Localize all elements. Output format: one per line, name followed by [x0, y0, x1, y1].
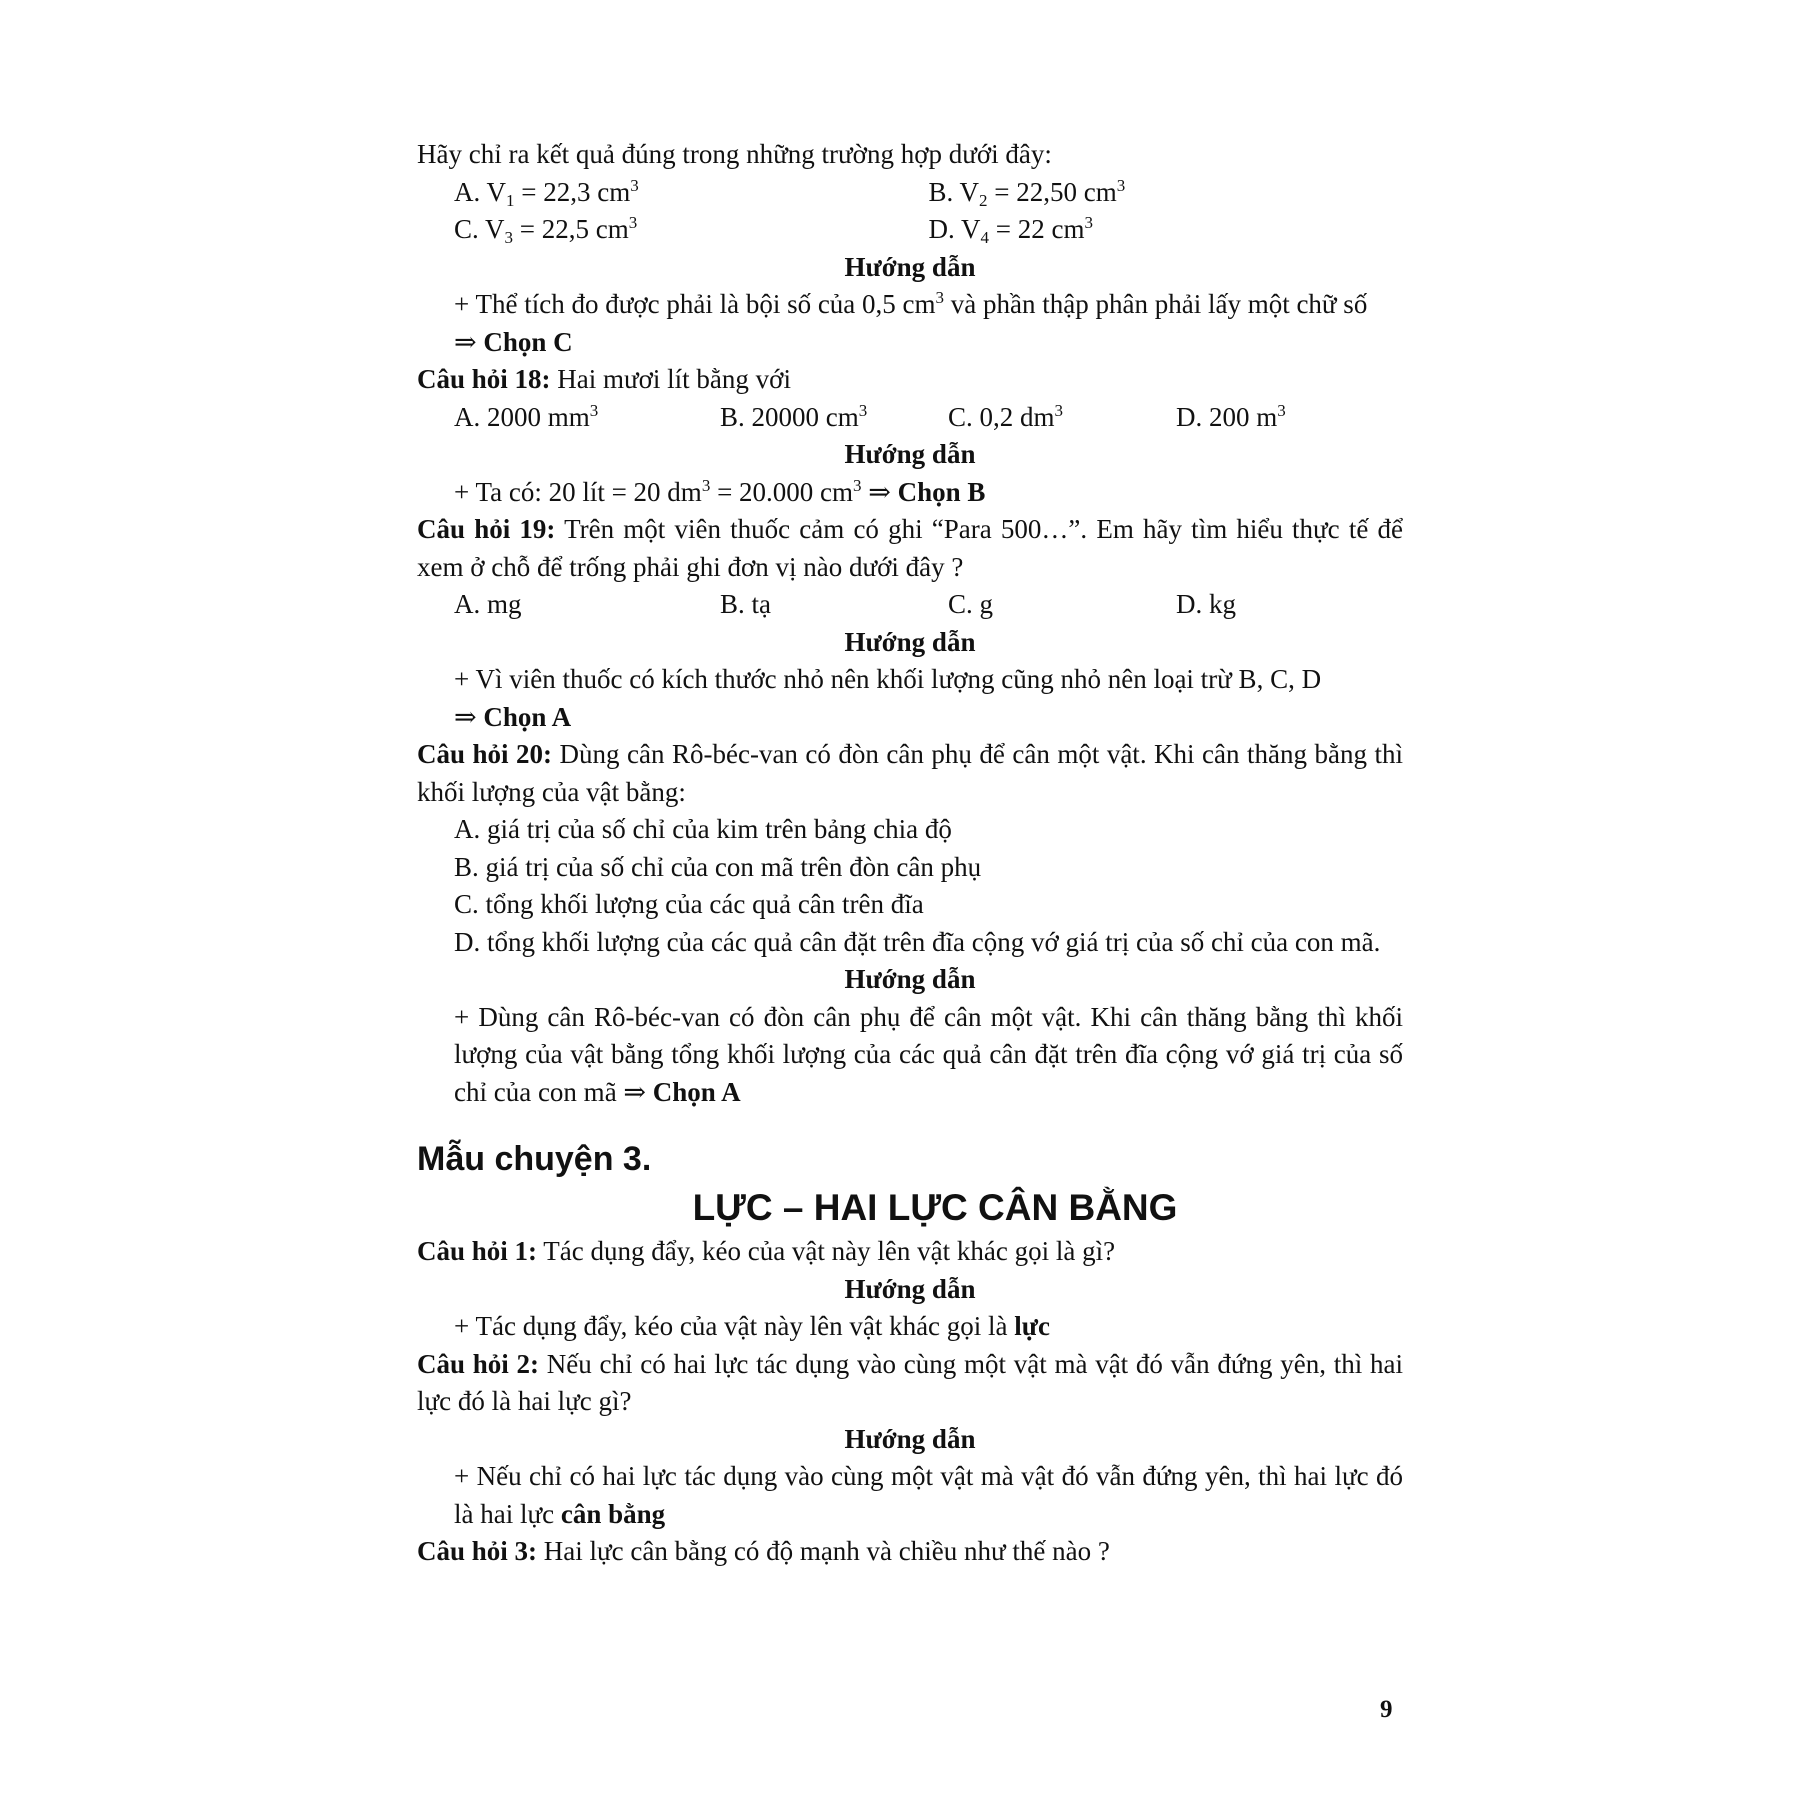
option-a: A. giá trị của số chỉ của kim trên bảng chia độ [454, 814, 952, 844]
option-a: A. $V_1 = 22,3$ $cm^3$ [454, 175, 639, 210]
option-c: C. $V_3 = 22,5$ $cm^3$ [454, 213, 638, 247]
guide-heading: Hướng dẫn [844, 1423, 976, 1454]
option-d: D. tổng khối lượng của các quả cân đặt trên đĩa cộng vớ giá trị của số chỉ của con mã. [454, 926, 1381, 957]
page-number: 9 [1380, 1696, 1393, 1723]
answer-line: ⇒ Chọn C [454, 326, 573, 357]
option-a: A. mg [454, 589, 522, 619]
question-3: Câu hỏi 3: Hai lực cân bằng có độ mạnh và chiều như thế nào ? [417, 1536, 1110, 1566]
options-row [417, 586, 1403, 624]
options-row [417, 399, 1403, 437]
guide-heading: Hướng dẫn [844, 251, 976, 282]
option-d: D. $V_4 = 22$ $cm^3$ [928, 213, 1093, 247]
option-d: D. kg [1176, 589, 1236, 619]
guide-text: + Ta có: 20 lít = 20 $dm^3 = 20.000$ $cm^3$ ⇒ Chọn B [454, 475, 986, 507]
guide-text: + Vì viên thuốc có kích thước nhỏ nên khối lượng cũng nhỏ nên loại trừ B, C, D [454, 664, 1322, 694]
options-row [417, 174, 1403, 212]
question-18: Câu hỏi 18: Hai mươi lít bằng với [417, 364, 791, 394]
guide-heading: Hướng dẫn [844, 439, 976, 469]
answer-line: ⇒ Chọn A [454, 701, 572, 732]
options-row [417, 211, 1403, 249]
option-c: C. tổng khối lượng của các quả cân trên đĩa [454, 889, 924, 919]
option-c: C. g [948, 589, 994, 619]
question-20: Câu hỏi 20: Dùng cân Rô-béc-van có đòn cân phụ để cân một vật. Khi cân thăng bằng thì khối lượng của vật bằng: [417, 739, 1403, 807]
guide-text: + Thể tích đo được phải là bội số của 0,5 $cm^3$ và phần thập phân phải lấy một chữ số [454, 288, 1368, 319]
guide-heading: Hướng dẫn [844, 1273, 976, 1304]
option-b: B. giá trị của số chỉ của con mã trên đòn cân phụ [454, 851, 982, 882]
option-c: C. 0,2 $dm^3$ [948, 400, 1064, 432]
option-b: B. 20000 $cm^3$ [720, 400, 868, 432]
guide-heading: Hướng dẫn [844, 964, 976, 994]
question-19: Câu hỏi 19: Trên một viên thuốc cảm có ghi “Para 500…”. Em hãy tìm hiểu thực tế để xem ở chỗ để trống phải ghi đơn vị nào dưới đây ? [417, 514, 1403, 582]
guide-heading: Hướng dẫn [844, 626, 976, 657]
option-d: D. 200 $m^3$ [1176, 400, 1286, 432]
option-b: B. $V_2 = 22,50$ $cm^3$ [928, 175, 1126, 210]
question-1: Câu hỏi 1: Tác dụng đẩy, kéo của vật này lên vật khác gọi là gì? [417, 1236, 1116, 1266]
option-a: A. 2000 $mm^3$ [454, 400, 599, 432]
question-2: Câu hỏi 2: Nếu chỉ có hai lực tác dụng vào cùng một vật mà vật đó vẫn đứng yên, thì hai lực đó là hai lực gì? [417, 1348, 1404, 1416]
guide-text: + Tác dụng đẩy, kéo của vật này lên vật khác gọi là lực [454, 1311, 1050, 1341]
page-content [417, 136, 1403, 1571]
guide-text: + Nếu chỉ có hai lực tác dụng vào cùng một vật mà vật đó vẫn đứng yên, thì hai lực đó là hai lực cân bằng [454, 1461, 1403, 1529]
option-b: B. tạ [720, 589, 771, 619]
question-prompt: Hãy chỉ ra kết quả đúng trong những trường hợp dưới đây: [417, 139, 1052, 169]
section-heading: Mẫu chuyện 3. [417, 1140, 652, 1178]
section-title: LỰC – HAI LỰC CÂN BẰNG [692, 1187, 1178, 1228]
guide-text: + Dùng cân Rô-béc-van có đòn cân phụ để cân một vật. Khi cân thăng bằng thì khối lượng của vật bằng tổng khối lượng của các quả cân đặt trên đĩa cộng vớ giá trị của số chỉ của con mã ⇒ Chọn A [454, 1001, 1403, 1107]
